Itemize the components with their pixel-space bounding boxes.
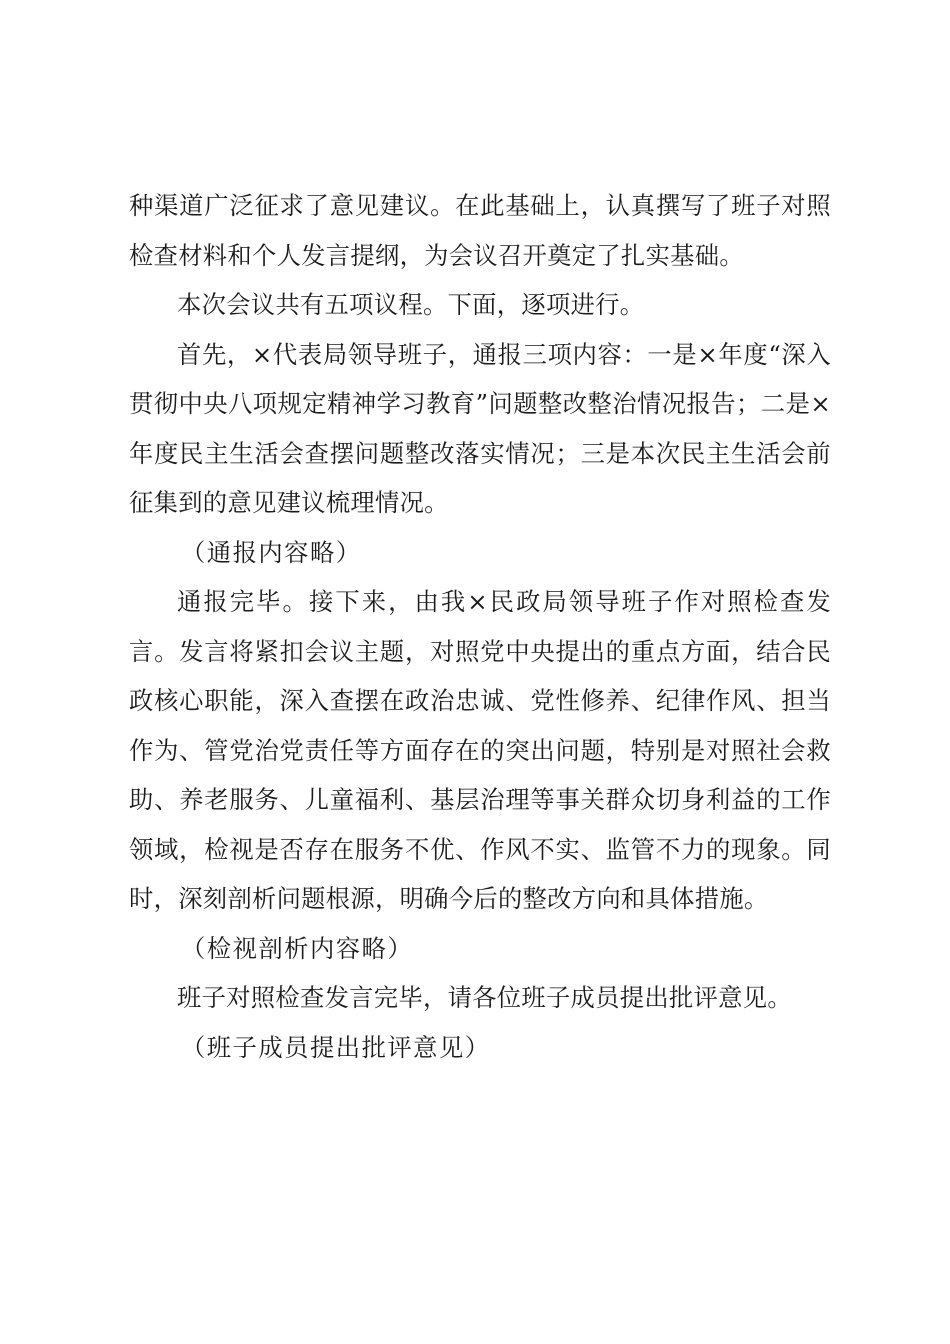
paragraph-agenda: 本次会议共有五项议程。下面，逐项进行。 — [177, 290, 645, 319]
paragraph-criticism-request: 班子对照检查发言完毕，请各位班子成员提出批评意见。 — [177, 983, 792, 1012]
note-criticism: （班子成员提出批评意见） — [181, 1032, 491, 1062]
paragraph-report-items: 首先，×代表局领导班子，通报三项内容：一是×年度“深入贯彻中央八项规定精神学习教育”问题整改整治情况报告；二是×年度民主生活会查摆问题整改落实情况；三是本次民主生活会前征集到的意见建议梳理情况。 — [129, 339, 831, 517]
paragraph-continued: 种渠道广泛征求了意见建议。在此基础上，认真撰写了班子对照检查材料和个人发言提纲，为会议召开奠定了扎实基础。 — [129, 191, 831, 270]
note-report-omitted: （通报内容略） — [181, 537, 362, 567]
paragraph-self-examination: 通报完毕。接下来，由我×民政局领导班子作对照检查发言。发言将紧扣会议主题，对照党中央提出的重点方面，结合民政核心职能，深入查摆在政治忠诚、党性修养、纪律作风、担当作为、管党治党责任等方面存在的突出问题，特别是对照社会救助、养老服务、儿童福利、基层治理等事关群众切身利益的工作领域，检视是否存在服务不优、作风不实、监管不力的现象。同时，深刻剖析问题根源，明确今后的整改方向和具体措施。 — [129, 587, 831, 913]
note-analysis-omitted: （检视剖析内容略） — [181, 933, 414, 963]
document-body — [129, 181, 831, 1072]
